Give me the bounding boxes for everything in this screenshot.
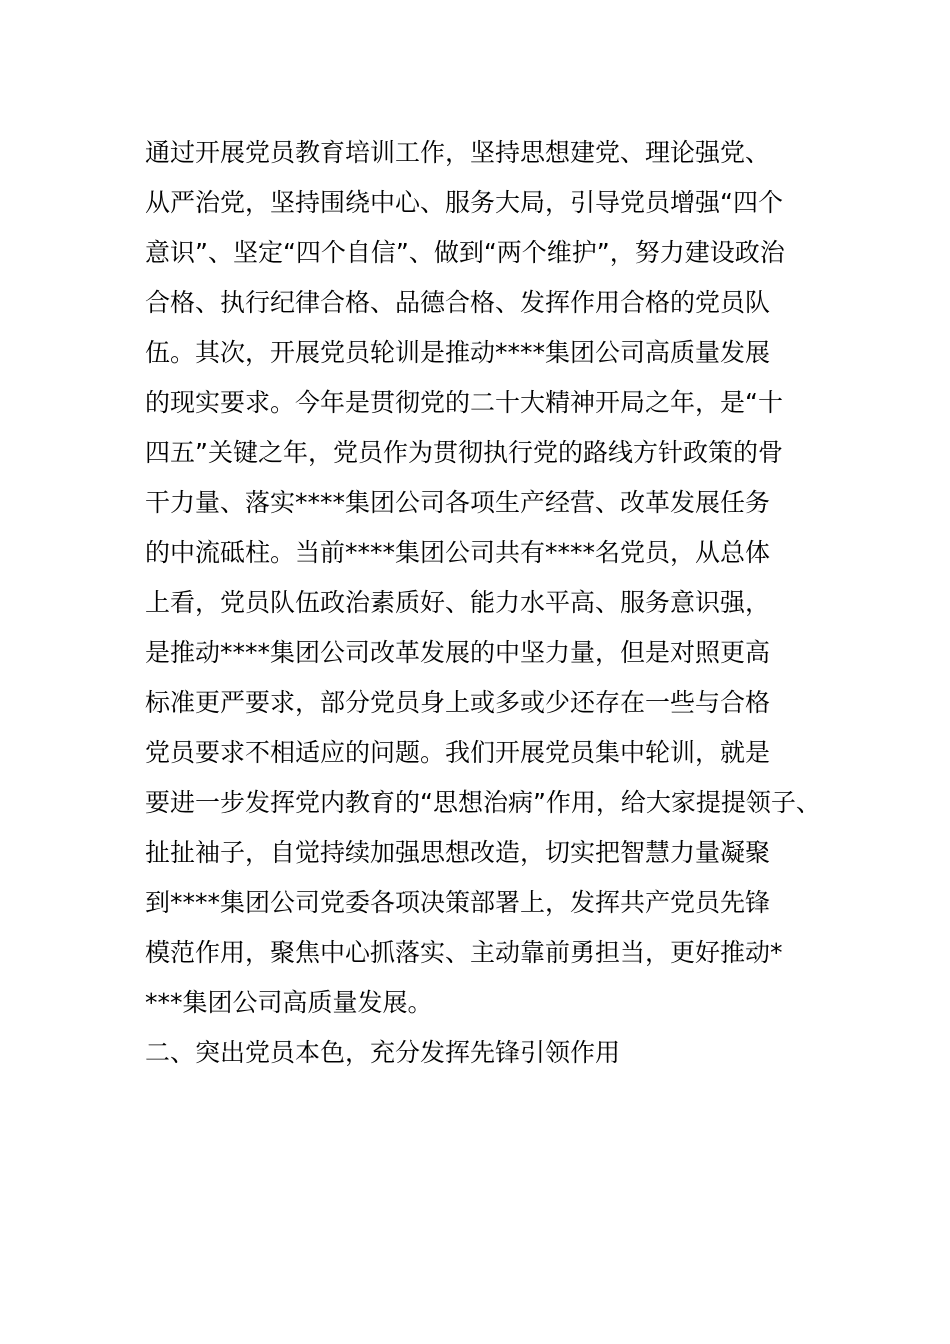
- paragraph-line: 的现实要求。今年是贯彻党的二十大精神开局之年，是“十: [145, 388, 783, 417]
- section-heading: 二、突出党员本色，充分发挥先锋引领作用: [145, 1038, 621, 1067]
- paragraph-line: 是推动****集团公司改革发展的中坚力量，但是对照更高: [145, 638, 771, 667]
- paragraph-line: 伍。其次，开展党员轮训是推动****集团公司高质量发展: [145, 338, 771, 367]
- paragraph-line: 的中流砥柱。当前****集团公司共有****名党员，从总体: [145, 538, 771, 567]
- paragraph-line: 通过开展党员教育培训工作，坚持思想建党、理论强党、: [145, 138, 771, 167]
- paragraph-line: 要进一步发挥党内教育的“思想治病”作用，给大家提提领子、: [145, 788, 821, 817]
- paragraph-line: 意识”、坚定“四个自信”、做到“两个维护”，努力建设政治: [145, 238, 785, 267]
- paragraph-line: 从严治党，坚持围绕中心、服务大局，引导党员增强“四个: [145, 188, 783, 217]
- paragraph-line: 上看，党员队伍政治素质好、能力水平高、服务意识强，: [145, 588, 771, 617]
- paragraph-line: 模范作用，聚焦中心抓落实、主动靠前勇担当，更好推动*: [145, 938, 783, 967]
- paragraph-line: 标准更严要求，部分党员身上或多或少还存在一些与合格: [145, 688, 771, 717]
- paragraph-line: 扯扯袖子，自觉持续加强思想改造，切实把智慧力量凝聚: [145, 838, 771, 867]
- paragraph-line: 四五”关键之年，党员作为贯彻执行党的路线方针政策的骨: [145, 438, 783, 467]
- document-body: [145, 128, 825, 1078]
- paragraph-line: 干力量、落实****集团公司各项生产经营、改革发展任务: [145, 488, 771, 517]
- paragraph-line: 到****集团公司党委各项决策部署上，发挥共产党员先锋: [145, 888, 771, 917]
- paragraph-line: ***集团公司高质量发展。: [145, 988, 433, 1017]
- paragraph-line: 党员要求不相适应的问题。我们开展党员集中轮训，就是: [145, 738, 771, 767]
- paragraph-line: 合格、执行纪律合格、品德合格、发挥作用合格的党员队: [145, 288, 771, 317]
